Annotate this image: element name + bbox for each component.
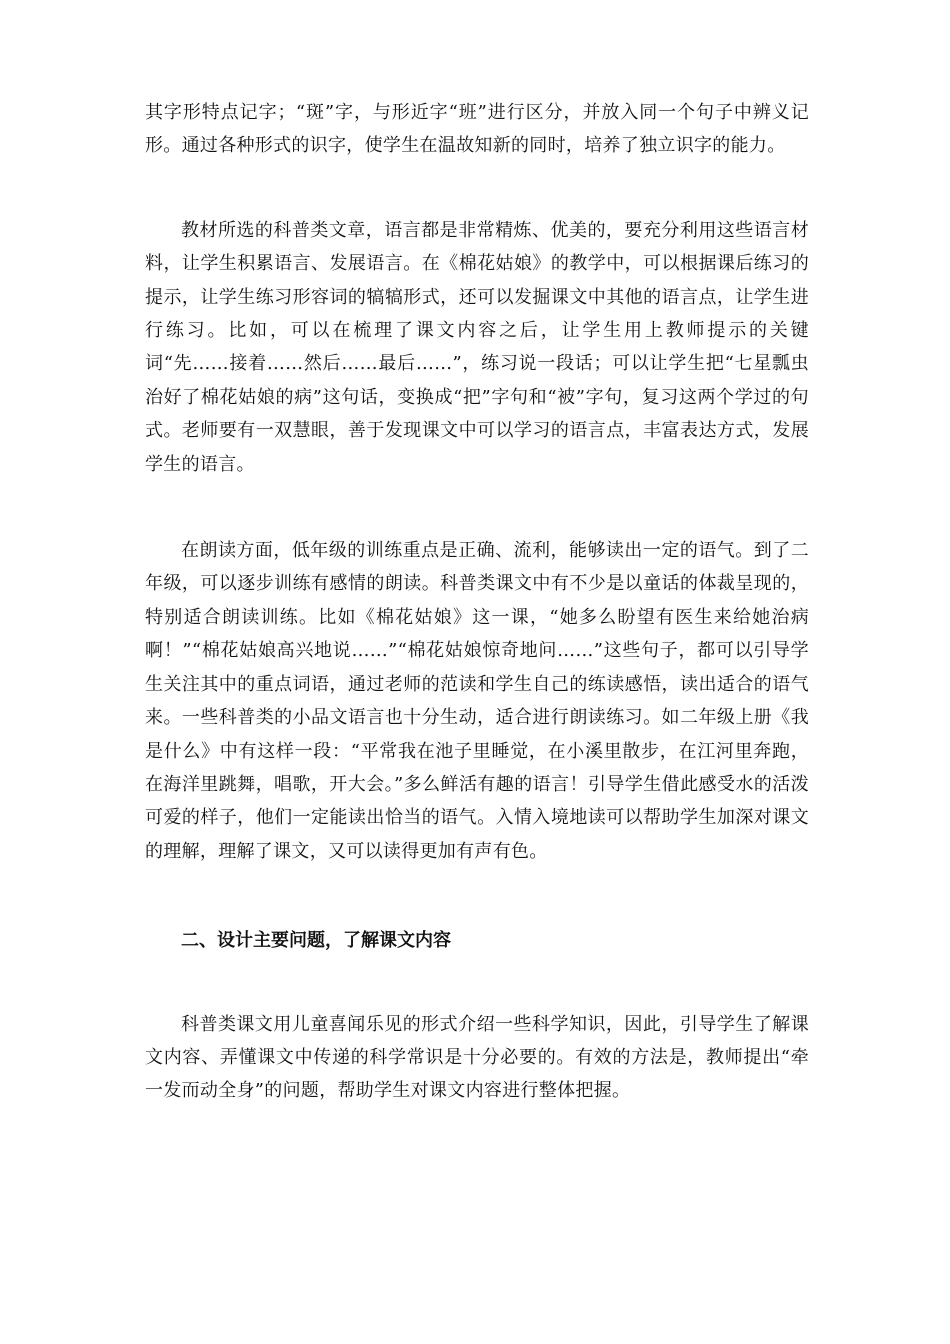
paragraph-main-questions: 科普类课文用儿童喜闻乐见的形式介绍一些科学知识，因此，引导学生了解课文内容、弄懂课文中传递的科学常识是十分必要的。有效的方法是，教师提出“牵一发而动全身”的问题，帮助学生对课文内容进行整体把握。 [145,1013,809,1102]
document-page [145,96,809,1108]
paragraph-literacy-continuation: 其字形特点记字；“斑”字，与形近字“班”进行区分，并放入同一个句子中辨义记形。通过各种形式的识字，使学生在温故知新的同时，培养了独立识字的能力。 [145,102,809,157]
paragraph-language-materials: 教材所选的科普类文章，语言都是非常精炼、优美的，要充分利用这些语言材料，让学生积累语言、发展语言。在《棉花姑娘》的教学中，可以根据课后练习的提示，让学生练习形容词的犒犒形式，还可以发掘课文中其他的语言点，让学生进行练习。比如，可以在梳理了课文内容之后，让学生用上教师提示的关键词“先……接着……然后……最后……”，练习说一段话；可以让学生把“七星瓢虫治好了棉花姑娘的病”这句话，变换成“把”字句和“被”字句，复习这两个学过的句式。老师要有一双慧眼，善于发现课文中可以学习的语言点，丰富表达方式，发展学生的语言。 [145,219,809,475]
section-heading: 二、设计主要问题，了解课文内容 [181,930,451,952]
paragraph-reading-aloud: 在朗读方面，低年级的训练重点是正确、流利，能够读出一定的语气。到了二年级，可以逐步训练有感情的朗读。科普类课文中有不少是以童话的体裁呈现的，特别适合朗读训练。比如《棉花姑娘》这一课，“她多么盼望有医生来给她治病啊！”“棉花姑娘高兴地说……”“棉花姑娘惊奇地问……”这些句子，都可以引导学生关注其中的重点词语，通过老师的范读和学生自己的练读感悟，读出适合的语气来。一些科普类的小品文语言也十分生动，适合进行朗读练习。如二年级上册《我是什么》中有这样一段：“平常我在池子里睡觉，在小溪里散步，在江河里奔跑，在海洋里跳舞，唱歌，开大会。”多么鲜活有趣的语言！引导学生借此感受水的活泼可爱的样子，他们一定能读出恰当的语气。入情入境地读可以帮助学生加深对课文的理解，理解了课文，又可以读得更加有声有色。 [145,540,809,862]
